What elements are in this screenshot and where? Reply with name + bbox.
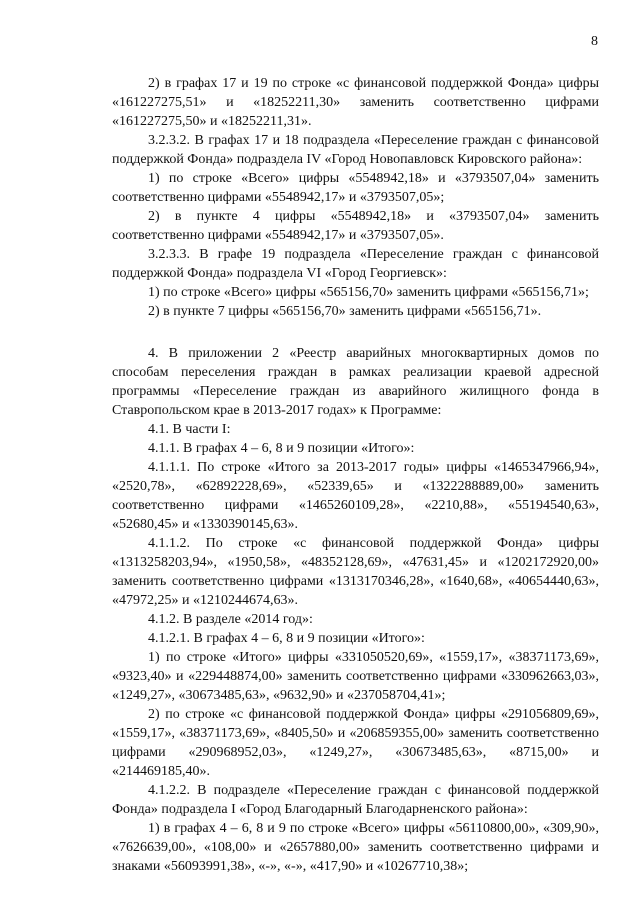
- paragraph-item-2: 2) в графах 17 и 19 по строке «с финансовой поддержкой Фонда» цифры «161227275,51» и «18252211,30» заменить соответственно цифрами «161227275,50» и «18252211,31».: [112, 76, 599, 129]
- paragraph-3-2-3-2: 3.2.3.2. В графах 17 и 18 подраздела «Переселение граждан с финансовой поддержкой Фонда» подраздела IV «Город Новопавловск Кировского района»:: [112, 133, 599, 167]
- paragraph-4-1-2: 4.1.2. В разделе «2014 год»:: [148, 612, 313, 627]
- paragraph-4-1-1-1: 4.1.1.1. По строке «Итого за 2013-2017 годы» цифры «1465347966,94», «2520,78», «62892228,69», «52339,65» и «1322288889,00» заменить соответственно цифрами «1465260109,28», «2210,88», «55194540,63», «52680,45» и «1330390145,63».: [112, 460, 599, 532]
- paragraph-item-2: 2) по строке «с финансовой поддержкой Фонда» цифры «291056809,69», «1559,17», «38371173,69», «8405,50» и «206859355,00» заменить соответственно цифрами «290968952,03», «1249,27», «30673485,63», «8715,00» и «214469185,40».: [112, 707, 599, 779]
- paragraph-4-1-1: 4.1.1. В графах 4 – 6, 8 и 9 позиции «Итого»:: [148, 441, 415, 456]
- paragraph-4-1: 4.1. В части I:: [148, 422, 231, 437]
- paragraph-4-1-2-1: 4.1.2.1. В графах 4 – 6, 8 и 9 позиции «Итого»:: [148, 631, 425, 646]
- paragraph-item-2: 2) в пункте 7 цифры «565156,70» заменить цифрами «565156,71».: [148, 304, 542, 319]
- paragraph-item-1: 1) по строке «Всего» цифры «5548942,18» и «3793507,04» заменить соответственно цифрами «5548942,17» и «3793507,05»;: [112, 171, 599, 205]
- paragraph-4-1-1-2: 4.1.1.2. По строке «с финансовой поддержкой Фонда» цифры «1313258203,94», «1950,58», «48352128,69», «47631,45» и «1202172920,00» заменить соответственно цифрами «1313170346,28», «1640,68», «40654440,63», «47972,25» и «1210244674,63».: [112, 536, 599, 608]
- paragraph-item-1: 1) в графах 4 – 6, 8 и 9 по строке «Всего» цифры «56110800,00», «309,90», «7626639,00», «108,00» и «2657880,00» заменить соответственно цифрами и знаками «56093991,38», «-», «-», «417,90» и «10267710,38»;: [112, 821, 599, 874]
- paragraph-item-1: 1) по строке «Всего» цифры «565156,70» заменить цифрами «565156,71»;: [148, 285, 589, 300]
- paragraph-4: 4. В приложении 2 «Реестр аварийных многоквартирных домов по способам переселения граждан в рамках реализации краевой адресной программы «Переселение граждан из аварийного жилищного фонда в Ставропольском крае в 2013-2017 годах» к Программе:: [112, 346, 599, 418]
- document-body: [112, 74, 599, 876]
- paragraph-item-2: 2) в пункте 4 цифры «5548942,18» и «3793507,04» заменить соответственно цифрами «5548942,17» и «3793507,05».: [112, 209, 599, 243]
- page-number: 8: [591, 34, 598, 49]
- paragraph-item-1: 1) по строке «Итого» цифры «331050520,69», «1559,17», «38371173,69», «9323,40» и «229448874,00» заменить соответственно цифрами «330962663,03», «1249,27», «30673485,63», «9632,90» и «237058704,41»;: [112, 650, 599, 703]
- paragraph-3-2-3-3: 3.2.3.3. В графе 19 подраздела «Переселение граждан с финансовой поддержкой Фонда» подраздела VI «Город Георгиевск»:: [112, 247, 599, 281]
- paragraph-4-1-2-2: 4.1.2.2. В подразделе «Переселение граждан с финансовой поддержкой Фонда» подраздела I «Город Благодарный Благодарненского района»:: [112, 783, 599, 817]
